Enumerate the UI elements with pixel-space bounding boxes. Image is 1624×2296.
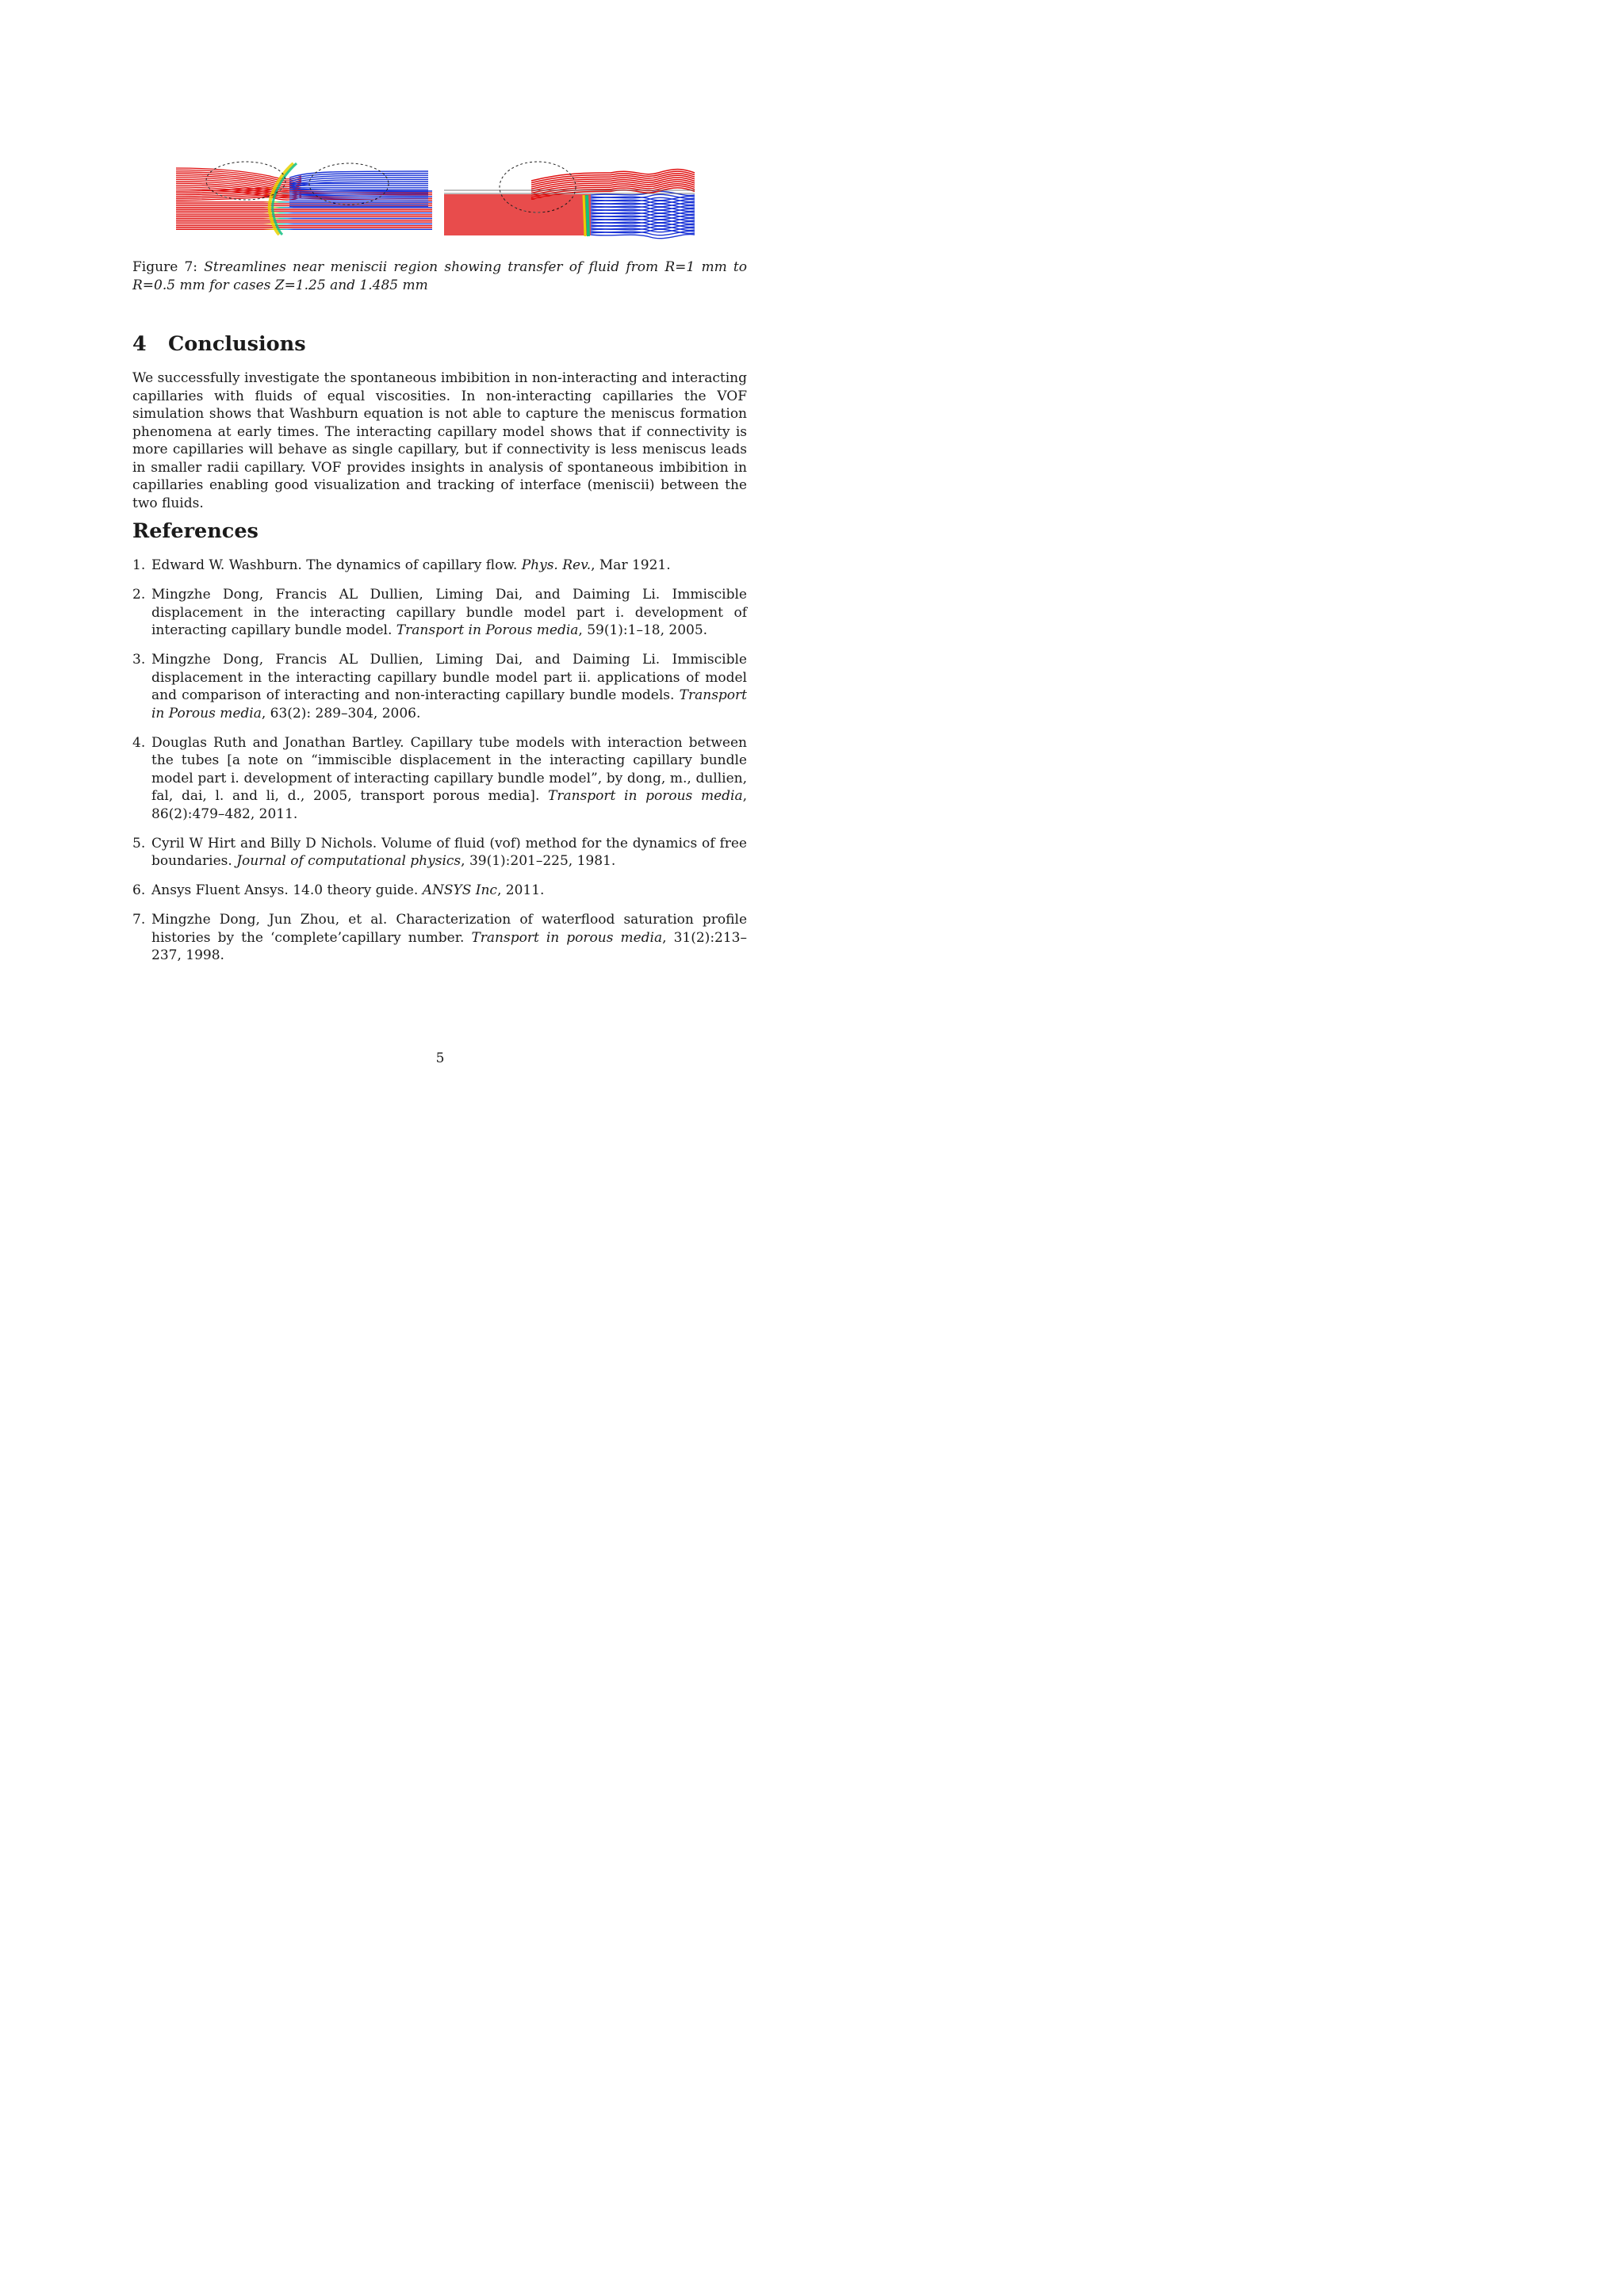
reference-venue: Transport in Porous media xyxy=(396,622,579,638)
reference-venue: ANSYS Inc xyxy=(422,882,497,898)
reference-text: Edward W. Washburn. The dynamics of capillary flow. xyxy=(151,557,522,573)
reference-number: 1. xyxy=(132,557,146,573)
reference-number: 6. xyxy=(132,882,146,898)
reference-text: Mingzhe Dong, Francis AL Dullien, Liming Dai, and Daiming Li. Immiscible displacement in the interacting capillary bundle model part i. development of interacting capillary bundle model. xyxy=(151,587,747,638)
reference-item xyxy=(132,911,747,965)
streamline-panel-left xyxy=(174,155,432,239)
reference-item xyxy=(132,586,747,640)
page xyxy=(0,0,880,1243)
reference-details: , 39(1):201–225, 1981. xyxy=(461,853,616,869)
reference-venue: Transport in porous media xyxy=(548,788,743,804)
reference-item xyxy=(132,651,747,722)
reference-text: Cyril W Hirt and Billy D Nichols. Volume of fluid (vof) method for the dynamics of free boundaries. xyxy=(151,835,747,869)
reference-venue: Phys. Rev. xyxy=(521,557,592,573)
reference-details: , 2011. xyxy=(496,882,545,898)
reference-details: , 63(2): 289–304, 2006. xyxy=(261,705,421,721)
reference-item xyxy=(132,882,747,900)
reference-text: Ansys Fluent Ansys. 14.0 theory guide. xyxy=(151,882,423,898)
reference-item xyxy=(132,835,747,871)
reference-number: 5. xyxy=(132,835,146,851)
references-heading: References xyxy=(132,519,259,543)
page-number: 5 xyxy=(435,1050,445,1066)
reference-venue: Journal of computational physics xyxy=(236,853,462,869)
section-number: 4 xyxy=(132,332,147,356)
reference-details: , 59(1):1–18, 2005. xyxy=(578,622,708,638)
streamline-panel-right xyxy=(444,155,698,239)
reference-item xyxy=(132,557,747,575)
reference-number: 2. xyxy=(132,587,146,603)
reference-text: Mingzhe Dong, Francis AL Dullien, Liming Dai, and Daiming Li. Immiscible displacement in the interacting capillary bundle model part ii. applications of model and comparison of interacting and non-interacting capillary bundle models. xyxy=(151,652,747,703)
figure-caption xyxy=(132,258,747,294)
streamline-plot-z1485 xyxy=(444,155,698,239)
reference-details: , 31(2):213–237, 1998. xyxy=(151,929,747,963)
reference-number: 4. xyxy=(132,734,146,751)
reference-item xyxy=(132,734,747,824)
reference-details: , 86(2):479–482, 2011. xyxy=(151,788,747,822)
figure-7 xyxy=(174,155,698,239)
reference-list xyxy=(132,557,747,976)
reference-text: Mingzhe Dong, Jun Zhou, et al. Characterization of waterflood saturation profile histories by the ‘complete’capillary number. xyxy=(151,912,747,946)
reference-number: 3. xyxy=(132,652,146,668)
figure-caption-text: Streamlines near meniscii region showing transfer of fluid from R=1 mm to R=0.5 mm for cases Z=1.25 and 1.485 mm xyxy=(132,259,747,293)
reference-venue: Transport in Porous media xyxy=(151,687,747,721)
reference-number: 7. xyxy=(132,912,146,928)
reference-text: Douglas Ruth and Jonathan Bartley. Capillary tube models with interaction between the tubes [a note on “immiscible displacement in the interacting capillary bundle model part i. development of interacting capillary bundle model”, by dong, m., dullien, fal, dai, l. and li, d., 2005, transport porous media]. xyxy=(151,734,747,804)
streamline-plot-z125 xyxy=(174,155,432,239)
reference-details: , Mar 1921. xyxy=(591,557,671,573)
reference-venue: Transport in porous media xyxy=(471,929,663,946)
conclusions-paragraph: We successfully investigate the spontaneous imbibition in non-interacting and interacting capillaries with fluids of equal viscosities. In non-interacting capillaries the VOF simulation shows that Washburn equation is not able to capture the meniscus formation phenomena at early times. The interacting capillary model shows that if connectivity is more capillaries will behave as single capillary, but if connectivity is less meniscus leads in smaller radii capillary. VOF provides insights in analysis of spontaneous imbibition in capillaries enabling good visualization and tracking of interface (meniscii) between the two fluids. xyxy=(132,370,747,511)
figure-label: Figure 7: xyxy=(132,259,198,275)
section-heading xyxy=(132,331,747,358)
section-title: Conclusions xyxy=(168,332,306,356)
